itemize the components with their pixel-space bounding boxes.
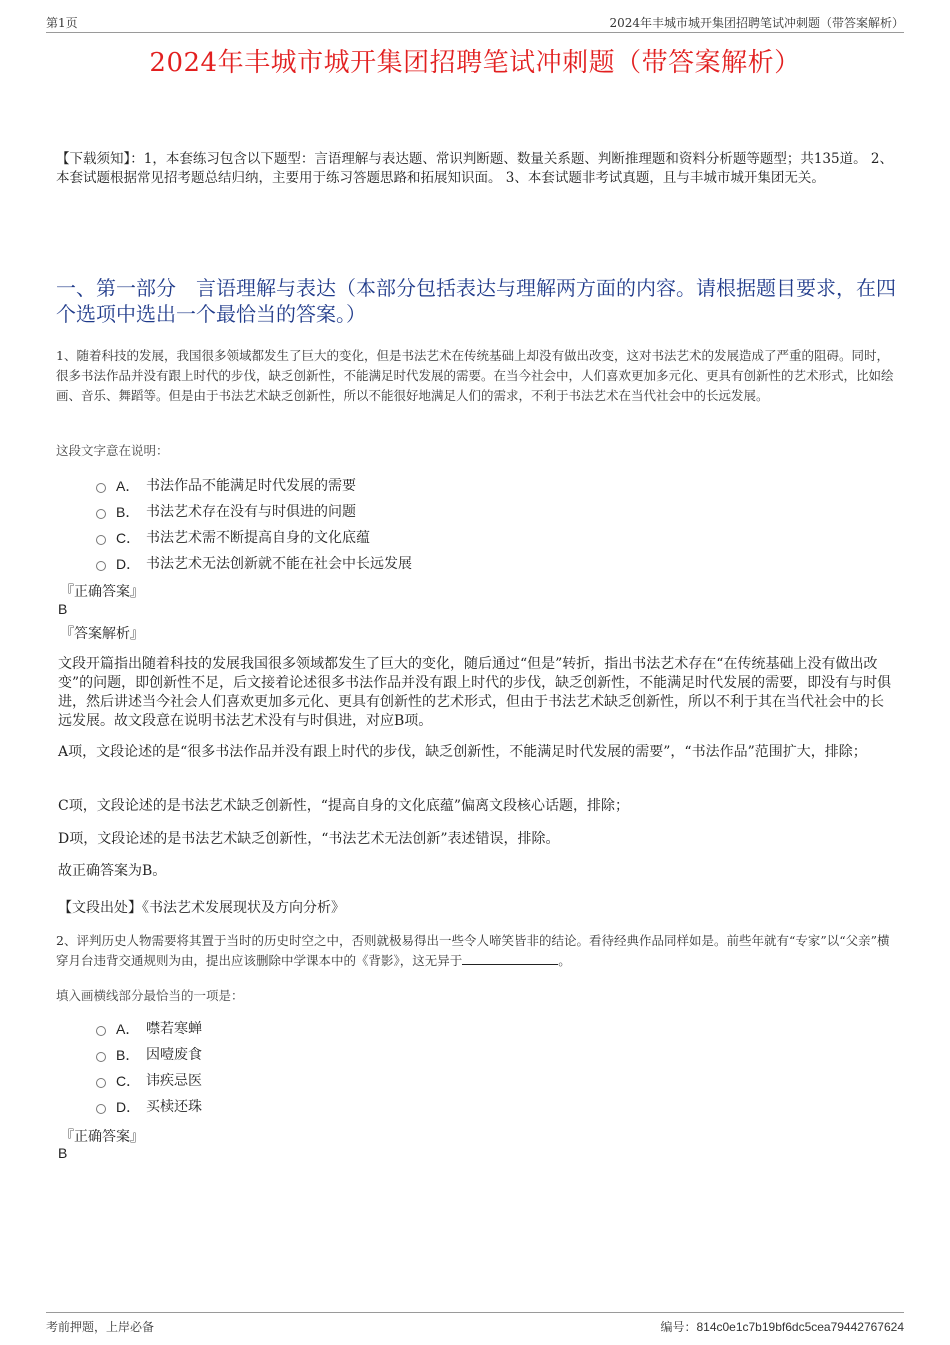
analysis-paragraph: A项，文段论述的是“很多书法作品并没有跟上时代的步伐，缺乏创新性，不能满足时代发展的需要”，“书法作品”范围扩大，排除； xyxy=(58,744,867,760)
fill-blank xyxy=(462,952,558,965)
option-a[interactable] xyxy=(96,473,412,499)
analysis-paragraph: D项，文段论述的是书法艺术缺乏创新性，“书法艺术无法创新”表述错误，排除。 xyxy=(58,831,560,847)
radio-icon[interactable] xyxy=(96,1026,106,1036)
option-text: 讳疾忌医 xyxy=(146,1073,202,1089)
analysis-paragraph: C项，文段论述的是书法艺术缺乏创新性，“提高自身的文化底蕴”偏离文段核心话题，排除； xyxy=(58,798,630,814)
option-text: 书法艺术存在没有与时俱进的问题 xyxy=(146,504,356,520)
page-footer xyxy=(46,1312,904,1335)
option-letter: D． xyxy=(116,1099,141,1115)
option-d[interactable] xyxy=(96,551,412,577)
option-letter: B． xyxy=(116,1047,140,1063)
question-1-prompt: 这段文字意在说明： xyxy=(56,443,169,458)
radio-icon[interactable] xyxy=(96,1078,106,1088)
question-2-stem xyxy=(56,931,898,971)
option-letter: B． xyxy=(116,504,140,520)
question-2-text-end: 。 xyxy=(558,953,571,968)
question-2-prompt: 填入画横线部分最恰当的一项是： xyxy=(56,988,244,1003)
header-doc-title: 2024年丰城市城开集团招聘笔试冲刺题（带答案解析） xyxy=(609,16,904,30)
document-code xyxy=(660,1318,904,1335)
page-header xyxy=(46,10,904,33)
option-b[interactable] xyxy=(96,499,412,525)
radio-icon[interactable] xyxy=(96,1052,106,1062)
code-value: 814c0e1c7b19bf6dc5cea79442767624 xyxy=(696,1320,904,1334)
option-c[interactable] xyxy=(96,1068,202,1094)
radio-icon[interactable] xyxy=(96,509,106,519)
radio-icon[interactable] xyxy=(96,1104,106,1114)
correct-answer: B xyxy=(58,601,68,617)
option-text: 书法艺术无法创新就不能在社会中长远发展 xyxy=(146,556,412,572)
radio-icon[interactable] xyxy=(96,483,106,493)
analysis-conclusion: 故正确答案为B。 xyxy=(58,863,167,879)
question-2-text: 2、评判历史人物需要将其置于当时的历史时空之中，否则就极易得出一些令人啼笑皆非的结论。看待经典作品同样如是。前些年就有“专家”以“父亲”横穿月台违背交通规则为由，提出应该删除中学课本中的《背影》，这无异于 xyxy=(56,933,890,968)
option-letter: D． xyxy=(116,556,141,572)
analysis-label: 『答案解析』 xyxy=(60,626,144,642)
option-letter: C． xyxy=(116,530,141,546)
page-number: 第1页 xyxy=(46,16,78,30)
option-letter: C． xyxy=(116,1073,141,1089)
passage-source: 【文段出处】《书法艺术发展现状及方向分析》 xyxy=(58,900,345,916)
option-text: 买椟还珠 xyxy=(146,1099,202,1115)
option-letter: A． xyxy=(116,478,140,494)
option-b[interactable] xyxy=(96,1042,202,1068)
option-text: 因噎废食 xyxy=(146,1047,202,1063)
question-1-options xyxy=(96,473,412,577)
radio-icon[interactable] xyxy=(96,535,106,545)
question-1-stem: 1、随着科技的发展，我国很多领域都发生了巨大的变化，但是书法艺术在传统基础上却没有做出改变，这对书法艺术的发展造成了严重的阻碍。同时，很多书法作品并没有跟上时代的步伐，缺乏创新性，不能满足时代发展的需要。在当今社会中，人们喜欢更加多元化、更具有创新性的艺术形式，比如绘画、音乐、舞蹈等。但是由于书法艺术缺乏创新性，所以不能很好地满足人们的需求，不利于书法艺术在当代社会中的长远发展。 xyxy=(56,348,894,403)
code-label: 编号： xyxy=(660,1320,697,1334)
question-2-options xyxy=(96,1016,202,1120)
option-c[interactable] xyxy=(96,525,412,551)
answer-label: 『正确答案』 xyxy=(60,1129,144,1145)
option-letter: A． xyxy=(116,1021,140,1037)
option-text: 噤若寒蝉 xyxy=(146,1021,202,1037)
analysis-paragraph: 文段开篇指出随着科技的发展我国很多领域都发生了巨大的变化，随后通过“但是”转折，指出书法艺术存在“在传统基础上没有做出改变”的问题，即创新性不足，后文接着论述很多书法作品并没有跟上时代的步伐，缺乏创新性，不能满足时代发展的需要，即没有与时俱进，然后讲述当今社会人们喜欢更加多元化、更具有创新性的艺术形式，但由于书法艺术缺乏创新性，所以不利于其在当代社会中的长远发展。故文段意在说明书法艺术没有与时俱进，对应B项。 xyxy=(58,656,892,729)
option-d[interactable] xyxy=(96,1094,202,1120)
correct-answer: B xyxy=(58,1145,68,1161)
answer-label: 『正确答案』 xyxy=(60,584,144,600)
download-notice: 【下载须知】：1，本套练习包含以下题型：言语理解与表达题、常识判断题、数量关系题、判断推理题和资料分析题等题型；共135道。 2、本套试题根据常见招考题总结归纳，主要用于练习答题思路和拓展知识面。 3、本套试题非考试真题，且与丰城市城开集团无关。 xyxy=(56,151,893,186)
section-heading: 一、第一部分 言语理解与表达（本部分包括表达与理解两方面的内容。请根据题目要求，在四个选项中选出一个最恰当的答案。） xyxy=(56,276,896,326)
option-text: 书法艺术需不断提高自身的文化底蕴 xyxy=(146,530,370,546)
option-text: 书法作品不能满足时代发展的需要 xyxy=(146,478,356,494)
footer-slogan: 考前押题，上岸必备 xyxy=(46,1320,155,1334)
document-title: 2024年丰城市城开集团招聘笔试冲刺题（带答案解析） xyxy=(149,48,801,78)
radio-icon[interactable] xyxy=(96,561,106,571)
option-a[interactable] xyxy=(96,1016,202,1042)
